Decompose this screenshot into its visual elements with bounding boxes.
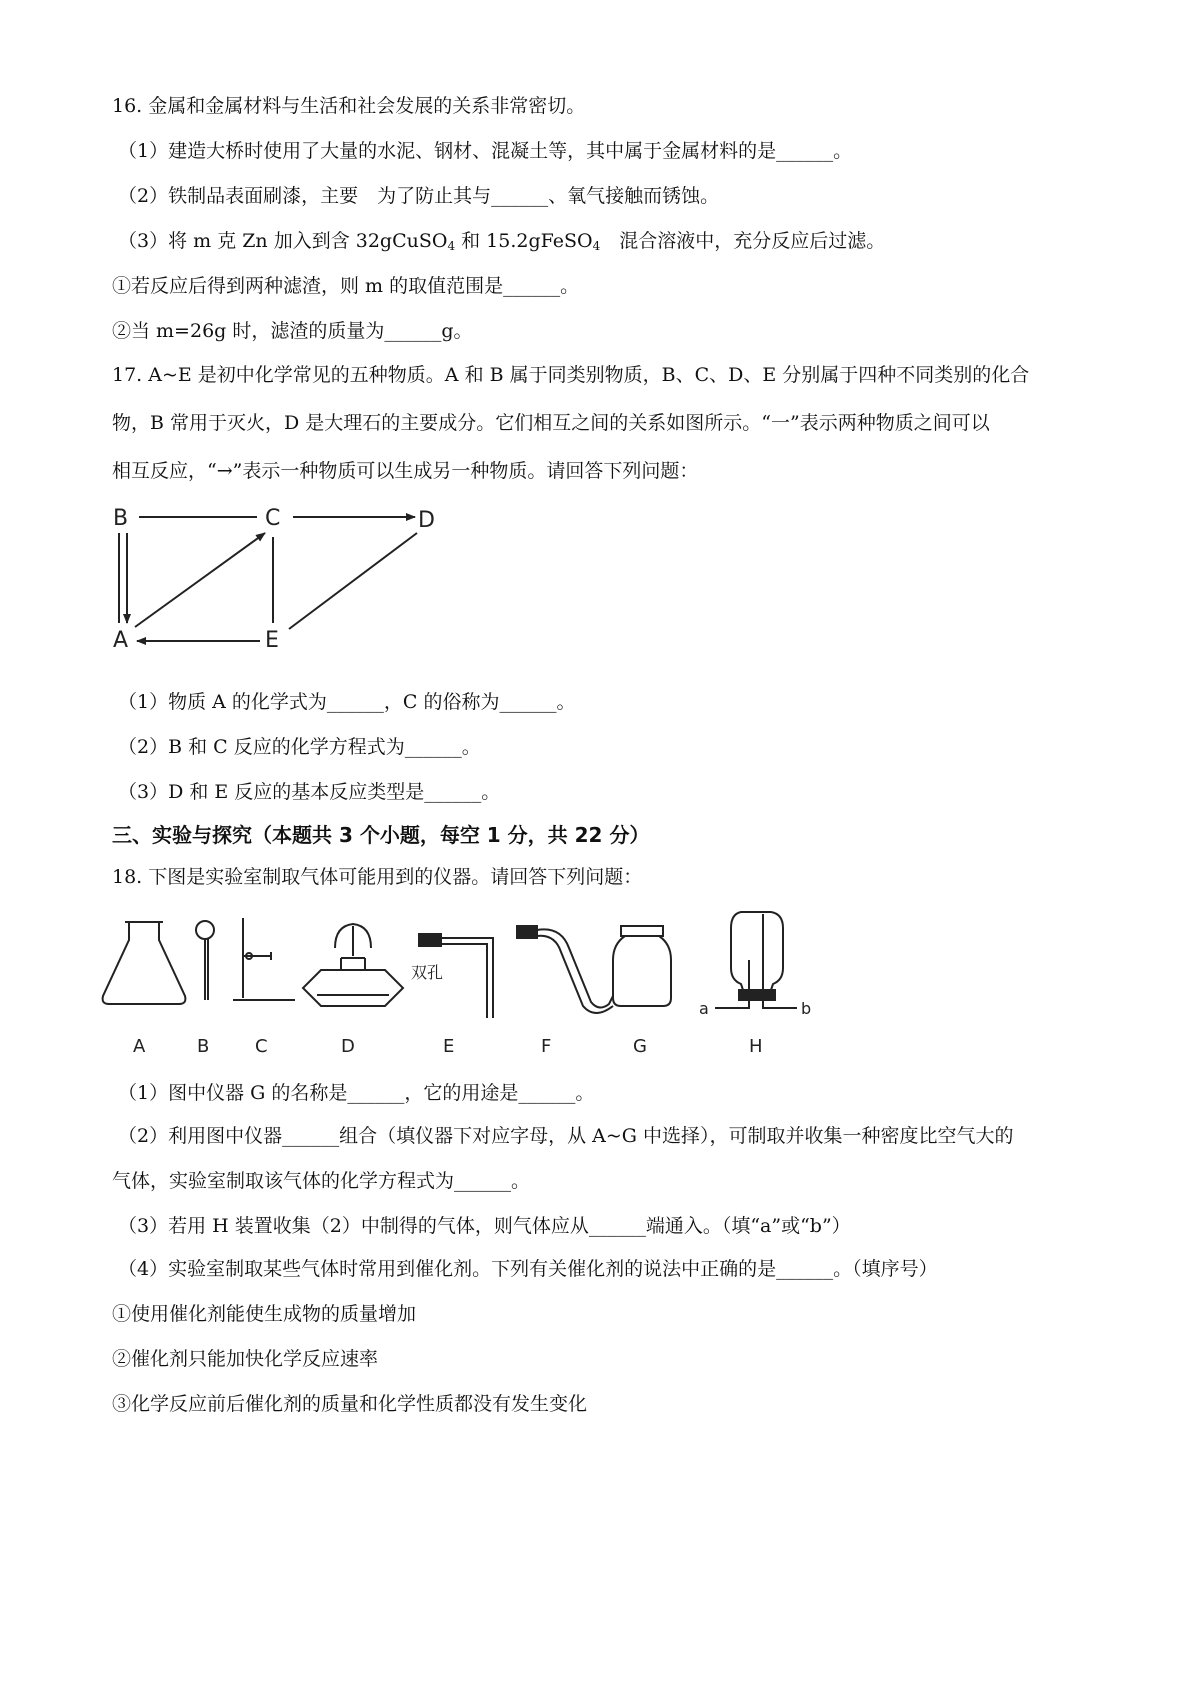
section-3-title: 三、实验与探究（本题共 3 个小题，每空 1 分，共 22 分）	[112, 823, 650, 847]
q18-part4: （4）实验室制取某些气体时常用到催化剂。下列有关催化剂的说法中正确的是______。（填序号）	[118, 1258, 938, 1280]
subscript: 4	[592, 239, 601, 253]
q18-option1: ①使用催化剂能使生成物的质量增加	[112, 1303, 417, 1325]
inverted-bottle-h-icon	[715, 912, 797, 1008]
q17-stem-line1: 17. A~E 是初中化学常见的五种物质。A 和 B 属于同类别物质，B、C、D、E 分别属于四种不同类别的化合	[112, 364, 1030, 386]
q18-option2: ②催化剂只能加快化学反应速率	[112, 1348, 379, 1370]
conical-flask-icon	[103, 922, 186, 1004]
apparatus-label-c: C	[255, 1036, 268, 1057]
apparatus-label-f: F	[541, 1036, 552, 1057]
delivery-tube-icon	[517, 926, 613, 1013]
q18-option3: ③化学反应前后催化剂的质量和化学性质都没有发生变化	[112, 1393, 588, 1415]
node-e: E	[265, 628, 279, 653]
subscript: 4	[447, 239, 456, 253]
q18-part2-line1: （2）利用图中仪器______组合（填仪器下对应字母，从 A~G 中选择），可制取并收集一种密度比空气大的	[118, 1125, 1014, 1147]
q18-part1: （1）图中仪器 G 的名称是______，它的用途是______。	[118, 1082, 595, 1104]
apparatus-label-e: E	[443, 1036, 455, 1057]
node-b: B	[113, 506, 129, 531]
q16-stem: 16. 金属和金属材料与生活和社会发展的关系非常密切。	[112, 95, 586, 117]
node-d: D	[418, 508, 435, 533]
q17-stem-line2: 物，B 常用于灭火，D 是大理石的主要成分。它们相互之间的关系如图所示。“一”表示两种物质之间可以	[112, 412, 990, 434]
apparatus-label-h: H	[749, 1036, 763, 1057]
q17-part2: （2）B 和 C 反应的化学方程式为______。	[118, 736, 481, 758]
apparatus-e-tag: 双孔	[411, 963, 444, 982]
line-e-d	[289, 533, 417, 629]
q17-part3: （3）D 和 E 反应的基本反应类型是______。	[118, 781, 501, 803]
q16-part3-text-a: （3）将 m 克 Zn 加入到含 32gCuSO	[118, 230, 448, 252]
apparatus-label-b: B	[197, 1036, 210, 1057]
apparatus-label-a: A	[133, 1036, 146, 1057]
q16-part2: （2）铁制品表面刷漆，主要 为了防止其与______、氧气接触而锈蚀。	[118, 185, 720, 207]
alcohol-lamp-icon	[303, 924, 403, 1006]
iron-stand-icon	[233, 918, 295, 1000]
q18-part3: （3）若用 H 装置收集（2）中制得的气体，则气体应从______端通入。（填“a”或“b”）	[118, 1215, 851, 1237]
glass-rod-icon	[196, 921, 214, 1000]
arrow-a-to-c	[135, 533, 265, 627]
q16-part3	[118, 228, 885, 254]
gas-jar-icon	[613, 926, 671, 1006]
q16-part1: （1）建造大桥时使用了大量的水泥、钢材、混凝土等，其中属于金属材料的是______。	[118, 140, 853, 162]
node-c: C	[265, 506, 281, 531]
node-a: A	[113, 628, 129, 653]
h-port-b: b	[801, 999, 812, 1018]
lab-apparatus-figure	[95, 900, 825, 1065]
h-port-a: a	[699, 999, 709, 1018]
apparatus-label-d: D	[341, 1036, 355, 1057]
q16-sub1: ①若反应后得到两种滤渣，则 m 的取值范围是______。	[112, 275, 580, 297]
q18-stem: 18. 下图是实验室制取气体可能用到的仪器。请回答下列问题：	[112, 866, 643, 888]
q16-sub2: ②当 m=26g 时，滤渣的质量为______g。	[112, 320, 473, 342]
reaction-relation-diagram	[105, 495, 485, 675]
q16-part3-text-b: 和 15.2gFeSO	[455, 230, 593, 252]
q17-stem-line3: 相互反应，“→”表示一种物质可以生成另一种物质。请回答下列问题：	[112, 460, 699, 482]
apparatus-label-g: G	[633, 1036, 647, 1057]
q17-part1: （1）物质 A 的化学式为______，C 的俗称为______。	[118, 691, 576, 713]
q16-part3-text-c: 混合溶液中，充分反应后过滤。	[600, 230, 886, 252]
q18-part2-line2: 气体，实验室制取该气体的化学方程式为______。	[112, 1170, 531, 1192]
